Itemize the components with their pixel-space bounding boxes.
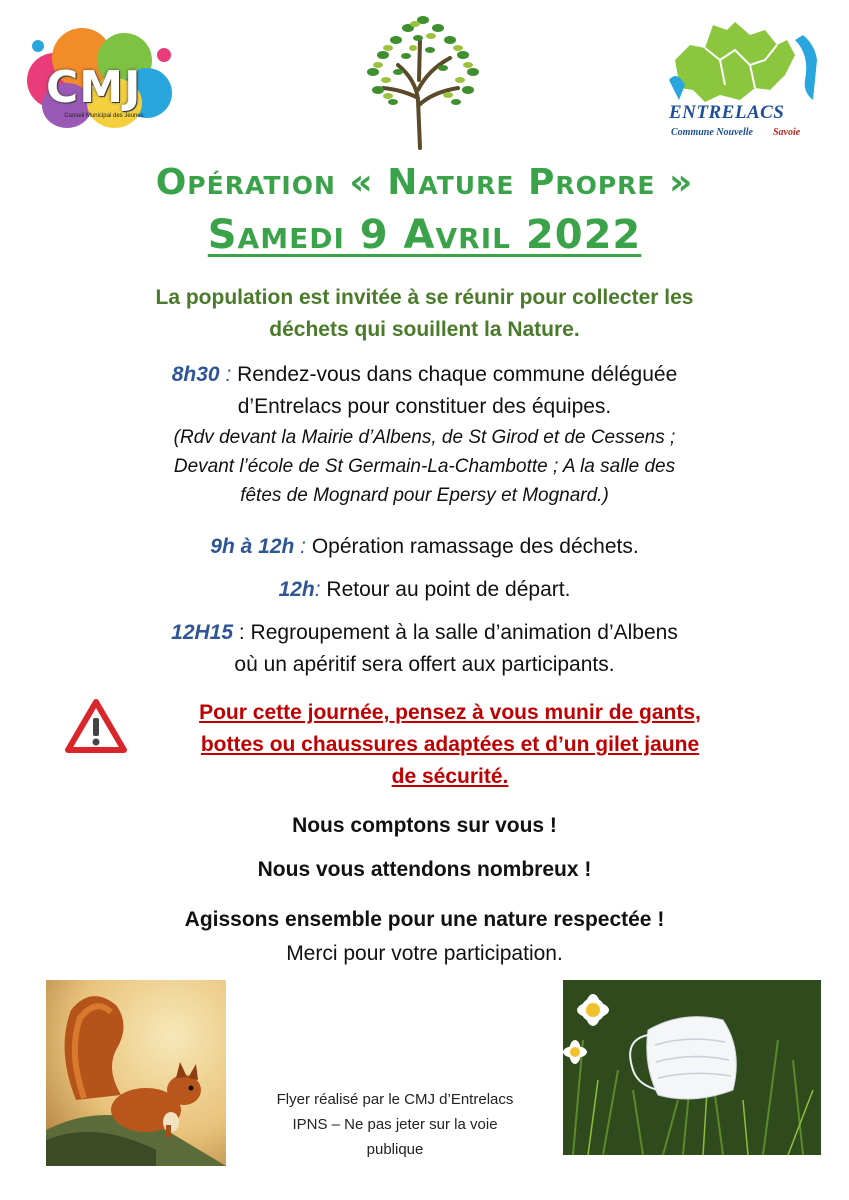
schedule-text: Rendez-vous dans chaque commune déléguée xyxy=(231,363,678,386)
page-title: Opération « Nature Propre » xyxy=(155,162,694,203)
footer-line-1: Flyer réalisé par le CMJ d’Entrelacs xyxy=(276,1091,514,1108)
intro-text xyxy=(60,282,789,346)
entrelacs-logo-subtitle: Commune Nouvelle xyxy=(671,127,753,138)
schedule-text: Regroupement à la salle d’animation d’Albens xyxy=(244,621,678,644)
cmj-logo-subtitle: Conseil Municipal des Jeunes xyxy=(64,113,144,119)
schedule-time: 8h30 xyxy=(171,363,220,386)
schedule-item-4 xyxy=(40,617,809,681)
closing-thanks: Merci pour votre participation. xyxy=(286,942,563,965)
intro-line-1: La population est invitée à se réunir pour collecter les xyxy=(155,286,694,309)
squirrel-photo xyxy=(46,980,226,1166)
intro-line-2: déchets qui souillent la Nature. xyxy=(269,318,580,341)
schedule-text-2: d’Entrelacs pour constituer des équipes. xyxy=(237,395,612,418)
warning-line-1: Pour cette journée, pensez à vous munir de gants, xyxy=(199,701,701,724)
schedule-item-2 xyxy=(40,531,809,563)
warning-icon xyxy=(64,698,128,756)
entrelacs-logo-region: Savoie xyxy=(773,127,801,138)
schedule-time: 12h xyxy=(278,578,315,601)
schedule-item-3 xyxy=(40,574,809,606)
schedule-time: 9h à 12h xyxy=(210,535,295,558)
event-date xyxy=(0,212,849,258)
footer-credits xyxy=(240,1087,550,1162)
closing-line-2: Nous vous attendons nombreux ! xyxy=(257,858,592,881)
entrelacs-logo xyxy=(665,20,820,145)
schedule-note-2: Devant l’école de St Germain-La-Chambotte ; A la salle des xyxy=(173,456,676,477)
schedule-note-3: fêtes de Mognard pour Epersy et Mognard.) xyxy=(240,485,609,506)
schedule-separator: : xyxy=(233,621,245,644)
cmj-logo xyxy=(22,18,182,138)
schedule-time: 12H15 xyxy=(171,621,234,644)
warning-text xyxy=(145,697,755,793)
tree-icon xyxy=(358,10,488,150)
footer-line-3: publique xyxy=(366,1141,424,1158)
footer-line-2: IPNS – Ne pas jeter sur la voie xyxy=(292,1116,498,1133)
warning-line-3: de sécurité. xyxy=(391,765,509,788)
schedule-separator: : xyxy=(294,535,306,558)
schedule-note-1: (Rdv devant la Mairie d’Albens, de St Girod et de Cessens ; xyxy=(173,427,676,448)
closing-line-1: Nous comptons sur vous ! xyxy=(292,814,557,837)
warning-line-2: bottes ou chaussures adaptées et d’un gilet jaune xyxy=(200,733,700,756)
schedule-text: Opération ramassage des déchets. xyxy=(306,535,639,558)
entrelacs-logo-name: ENTRELACS xyxy=(669,102,785,123)
schedule-text: Retour au point de départ. xyxy=(320,578,571,601)
schedule-separator: : xyxy=(314,578,321,601)
schedule-separator: : xyxy=(219,363,232,386)
schedule-item-1 xyxy=(40,359,809,510)
discarded-mask-photo xyxy=(563,980,821,1155)
event-date-text: Samedi 9 Avril 2022 xyxy=(207,212,642,258)
cmj-logo-text: CMJ xyxy=(46,62,142,113)
schedule-text-2: où un apéritif sera offert aux participants. xyxy=(234,653,615,676)
closing-line-3: Agissons ensemble pour une nature respectée ! xyxy=(184,908,665,931)
